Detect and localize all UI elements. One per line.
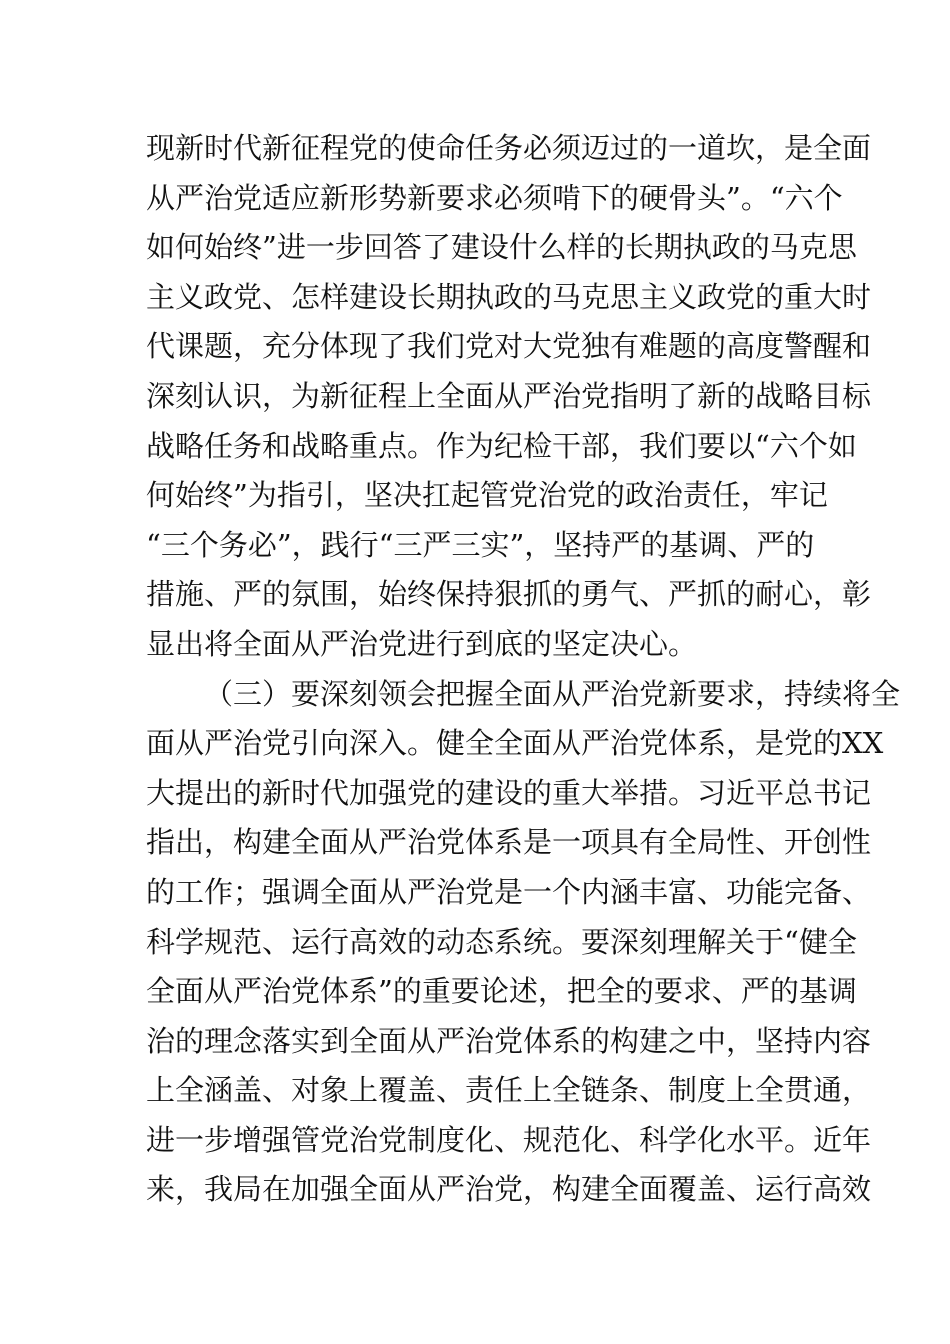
section-heading-line: （三）要深刻领会把握全面从严治党新要求，持续将全 bbox=[204, 676, 901, 711]
text-line: 如何始终”进一步回答了建设什么样的长期执政的马克思 bbox=[146, 230, 857, 265]
text-line: 从严治党适应新形势新要求必须啃下的硬骨头”。“六个 bbox=[146, 180, 843, 215]
text-line: 大提出的新时代加强党的建设的重大举措。习近平总书记 bbox=[146, 775, 872, 810]
text-line: 指出，构建全面从严治党体系是一项具有全局性、开创性 bbox=[146, 825, 872, 860]
text-line: 现新时代新征程党的使命任务必须迈过的一道坎，是全面 bbox=[146, 131, 872, 165]
text-line: 的工作；强调全面从严治党是一个内涵丰富、功能完备、 bbox=[146, 874, 872, 909]
text-line: 代课题，充分体现了我们党对大党独有难题的高度警醒和 bbox=[146, 329, 872, 364]
text-line: 面从严治党引向深入。健全全面从严治党体系，是党的XX bbox=[146, 726, 884, 761]
text-line: 深刻认识，为新征程上全面从严治党指明了新的战略目标 bbox=[146, 378, 872, 413]
text-line: 上全涵盖、对象上覆盖、责任上全链条、制度上全贯通， bbox=[146, 1073, 872, 1108]
text-line: 科学规范、运行高效的动态系统。要深刻理解关于“健全 bbox=[146, 924, 857, 959]
text-line: “三个务必”，践行“三严三实”，坚持严的基调、严的 bbox=[146, 527, 815, 562]
text-line: 何始终”为指引，坚决扛起管党治党的政治责任，牢记 bbox=[146, 478, 828, 513]
text-line: 来，我局在加强全面从严治党，构建全面覆盖、运行高效 bbox=[146, 1172, 872, 1207]
text-line: 显出将全面从严治党进行到底的坚定决心。 bbox=[146, 626, 698, 661]
body-text bbox=[146, 124, 901, 1215]
text-line: 全面从严治党体系”的重要论述，把全的要求、严的基调 bbox=[146, 974, 857, 1009]
text-line: 治的理念落实到全面从严治党体系的构建之中，坚持内容 bbox=[146, 1023, 872, 1058]
text-line: 主义政党、怎样建设长期执政的马克思主义政党的重大时 bbox=[146, 279, 872, 314]
text-line: 进一步增强管党治党制度化、规范化、科学化水平。近年 bbox=[146, 1122, 872, 1157]
text-line: 措施、严的氛围，始终保持狠抓的勇气、严抓的耐心，彰 bbox=[146, 577, 872, 612]
text-line: 战略任务和战略重点。作为纪检干部，我们要以“六个如 bbox=[146, 428, 857, 463]
